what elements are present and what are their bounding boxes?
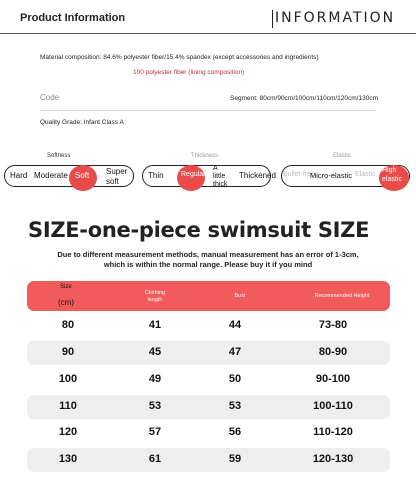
recommended-height-cell: 90-100 <box>315 373 351 385</box>
size-header-label: Size <box>60 284 72 290</box>
clothing-length-cell: 57 <box>148 426 162 438</box>
thickness-option-a: A <box>213 165 218 172</box>
bust-cell: 50 <box>228 373 242 385</box>
measurement-note-line-2: which is within the normal range. Please buy it if you mind <box>103 260 313 269</box>
bust-cell: 47 <box>228 346 242 358</box>
bust-cell: 59 <box>228 453 242 465</box>
table-row <box>27 341 390 365</box>
information-title: INFORMATION <box>275 10 396 26</box>
elastic-option-bullet-free: Bullet-free <box>283 171 315 178</box>
size-cell: 130 <box>58 453 78 465</box>
softness-option-moderate: Moderate <box>34 171 68 180</box>
elastic-option-elastic: Elastic <box>355 171 376 178</box>
elastic-scale <box>281 165 410 187</box>
elastic-option-micro-elastic: Micro-elastic <box>310 171 353 180</box>
elastic-option-elastic-2: elastic <box>382 176 402 183</box>
header-divider <box>272 10 273 28</box>
product-information-title: Product Information <box>20 12 126 24</box>
bust-cell: 53 <box>228 400 242 412</box>
thickness-option-thin: Thin <box>148 171 164 180</box>
measurement-note <box>0 250 416 270</box>
size-cell: 90 <box>61 346 75 358</box>
recommended-height-cell: 73-80 <box>318 319 348 331</box>
thickness-option-thick: thick <box>213 181 228 188</box>
size-header-unit: (cm) <box>58 298 74 307</box>
bust-cell: 56 <box>228 426 242 438</box>
elastic-option-high: High <box>382 167 397 174</box>
size-header <box>57 284 83 308</box>
recommended-height-cell: 110-120 <box>313 426 353 438</box>
measurement-note-line-1: Due to different measurement methods, manual measurement has an error of 1-3cm, <box>57 250 359 259</box>
clothing-length-cell: 45 <box>148 346 162 358</box>
recommended-height-header: Recommended Height <box>314 293 370 299</box>
table-row <box>27 448 390 472</box>
softness-scale <box>4 165 134 187</box>
bust-header: Bust <box>234 293 246 299</box>
clothing-length-header <box>125 290 185 304</box>
clothing-length-header-line-2: length <box>147 297 163 303</box>
quality-grade: Quality Grade: Infant Class A <box>40 119 124 126</box>
table-row <box>27 421 390 445</box>
divider-line <box>40 110 376 111</box>
recommended-height-cell: 100-110 <box>313 400 353 412</box>
thickness-option-little: little <box>213 173 226 180</box>
thickness-option-thickened: Thickened <box>239 171 276 180</box>
thickness-indicator-dot <box>177 165 205 191</box>
size-cell: 110 <box>59 400 77 412</box>
bust-cell: 44 <box>228 319 242 331</box>
material-composition: Material composition: 84.6% polyester fiber/15.4% spandex (except accessories and ingredients) <box>40 54 319 61</box>
size-cell: 100 <box>58 373 78 385</box>
thickness-title: Thickness <box>191 153 219 159</box>
table-row <box>27 395 390 419</box>
elastic-title: Elastic <box>333 153 351 159</box>
softness-option-hard: Hard <box>10 171 28 180</box>
lining-composition: 100 polyester fiber (lining composition) <box>133 69 245 76</box>
clothing-length-cell: 49 <box>148 373 162 385</box>
recommended-height-cell: 120-130 <box>312 453 354 465</box>
softness-option-soft: Soft <box>75 171 90 180</box>
size-cell: 120 <box>58 426 78 438</box>
clothing-length-cell: 53 <box>148 400 162 412</box>
thickness-scale <box>142 165 276 188</box>
clothing-length-cell: 41 <box>148 319 162 331</box>
size-cell: 80 <box>61 319 75 331</box>
page-header <box>0 0 416 40</box>
clothing-length-header-line-1: Clothing <box>144 290 166 296</box>
size-chart-title: SIZE-one-piece swimsuit SIZE <box>28 218 370 242</box>
softness-title: Softness <box>47 153 71 159</box>
table-row <box>27 368 390 392</box>
softness-option-soft-2: soft <box>106 177 119 186</box>
softness-option-super: Super <box>106 167 128 176</box>
header-rule <box>0 33 416 34</box>
recommended-height-cell: 80-90 <box>318 346 348 358</box>
clothing-length-cell: 61 <box>148 453 162 465</box>
segment-info: Segment: 80cm/90cm/100cm/110cm/120cm/130cm <box>230 95 379 102</box>
code-label: Code <box>40 93 60 102</box>
thickness-option-regular: Regular <box>181 171 206 178</box>
table-row <box>27 314 390 338</box>
